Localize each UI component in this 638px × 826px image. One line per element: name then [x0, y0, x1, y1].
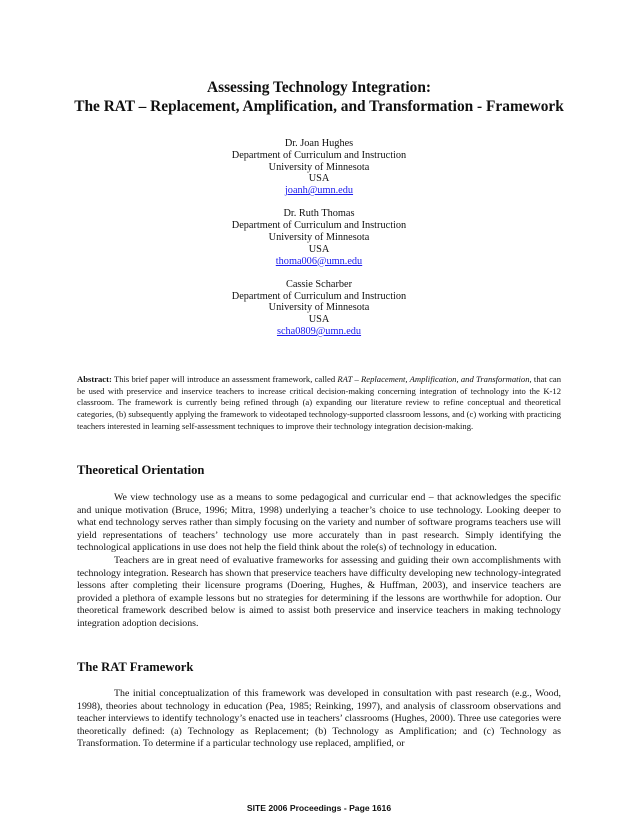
section-heading-theoretical-orientation: Theoretical Orientation [77, 463, 205, 477]
author-country: USA [308, 243, 330, 255]
paper-title [0, 78, 638, 116]
abstract [77, 374, 561, 433]
author-name: Dr. Ruth Thomas [283, 208, 355, 220]
title-line-2: The RAT – Replacement, Amplification, and Transformation - Framework [74, 98, 564, 115]
author-country: USA [308, 314, 330, 326]
author-name: Cassie Scharber [285, 278, 353, 290]
author-university: University of Minnesota [268, 161, 370, 173]
section-body-theoretical-orientation [77, 492, 561, 631]
section-heading-rat-framework: The RAT Framework [77, 660, 194, 674]
author-department: Department of Curriculum and Instruction [231, 290, 407, 302]
author-university: University of Minnesota [268, 231, 370, 243]
title-line-1: Assessing Technology Integration: [206, 79, 432, 96]
page-footer: SITE 2006 Proceedings - Page 1616 [246, 803, 392, 813]
author-country: USA [308, 173, 330, 185]
abstract-framework-name: RAT – Replacement, Amplification, and Transformation [337, 374, 530, 384]
author-block [0, 208, 638, 267]
author-list [0, 138, 638, 349]
author-block [0, 138, 638, 197]
abstract-label: Abstract: [77, 374, 112, 384]
section-body-rat-framework [77, 688, 561, 751]
paragraph: We view technology use as a means to some pedagogical and curricular end – that acknowledges the specific and unique motivation (Bruce, 1996; Mitra, 1998) underlying a teacher’s choice to use technology. Looking deeper to what end technology serves rather than simply focusing on the variety and number of software programs teachers use will yield representations of teachers’ technology use more accurately than in past research. Simply identifying the technological applications in use does not help the field think about the role(s) of technology in education. [77, 492, 561, 554]
author-department: Department of Curriculum and Instruction [231, 220, 407, 232]
author-email-link[interactable]: thoma006@umn.edu [275, 255, 363, 267]
abstract-text-2: , that can be used with preservice and inservice teachers to increase critical decision-making concerning integration of technology into the K-12 classroom. The framework is currently being refined through (a) expanding our literature review to refine conceptual and theoretical categories, (b) subsequently applying the framework to videotaped technology-supported classroom lessons, and (c) working with practicing teachers interested in learning self-assessment techniques to improve their technology integration decision-making. [77, 374, 562, 431]
author-block [0, 279, 638, 338]
author-department: Department of Curriculum and Instruction [231, 149, 407, 161]
paragraph: Teachers are in great need of evaluative frameworks for assessing and guiding their own accomplishments with technology integration. Research has shown that preservice teachers have difficulty developing new technology-integrated lessons after completing their licensure programs (Doering, Hughes, & Huffman, 2003), and inservice teachers are provided a plethora of example lessons but no strategies for determining if the lessons are worthwhile for adoption. Our theoretical framework described below is aimed to assist both preservice and inservice teachers in making technology integration adoption decisions. [77, 554, 561, 629]
author-name: Dr. Joan Hughes [284, 138, 354, 149]
author-email-link[interactable]: scha0809@umn.edu [276, 325, 362, 337]
author-university: University of Minnesota [268, 302, 370, 314]
paragraph: The initial conceptualization of this framework was developed in consultation with past research (e.g., Wood, 1998), theories about technology in education (Pea, 1985; Reinking, 1997), and analysis of classroom observations and teacher interviews to identify technology’s enacted use in teachers’ classrooms (Hughes, 2000). Three use categories were theoretically defined: (a) Technology as Replacement; (b) Technology as Amplification; and (c) Technology as Transformation. To determine if a particular technology use replaced, amplified, or [77, 688, 561, 750]
abstract-text-1: This brief paper will introduce an assessment framework, called [111, 374, 338, 384]
author-email-link[interactable]: joanh@umn.edu [284, 185, 354, 197]
